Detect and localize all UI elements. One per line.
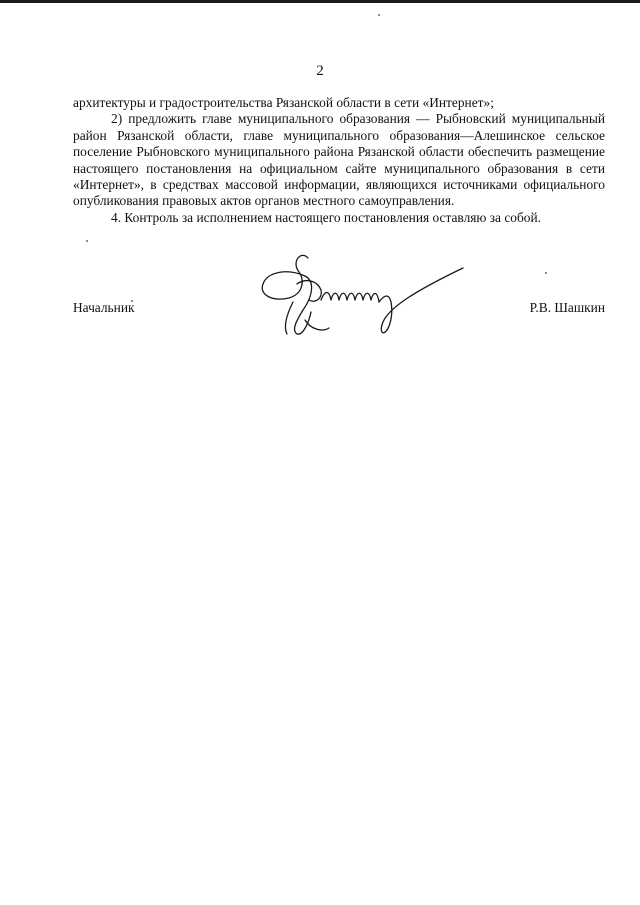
signatory-title: Начальник [73, 300, 135, 315]
page-number: 2 [316, 63, 324, 79]
scan-speck [378, 14, 380, 16]
signatory-name: Р.В. Шашкин [529, 300, 605, 315]
paragraph-continuation: архитектуры и градостроительства Рязанской области в сети «Интернет»; [73, 95, 494, 110]
scan-top-edge [0, 0, 640, 3]
paragraph-item-4: 4. Контроль за исполнением настоящего постановления оставляю за собой. [111, 209, 542, 225]
paragraph-item-2: 2) предложить главе муниципального образования — Рыбновский муниципальный район Рязанской области, главе муниципального образования—Алешинское сельское поселение Рыбновского муниципального района Рязанской области обеспечить размещение настоящего постановления на официальном сайте муниципального образования в сети «Интернет», в средствах массовой информации, являющихся источниками официального опубликования правовых актов органов местного самоуправления. [73, 111, 605, 209]
document-body [73, 95, 605, 226]
scan-speck [86, 240, 88, 242]
signature-block [73, 255, 605, 345]
handwritten-signature [253, 250, 473, 345]
